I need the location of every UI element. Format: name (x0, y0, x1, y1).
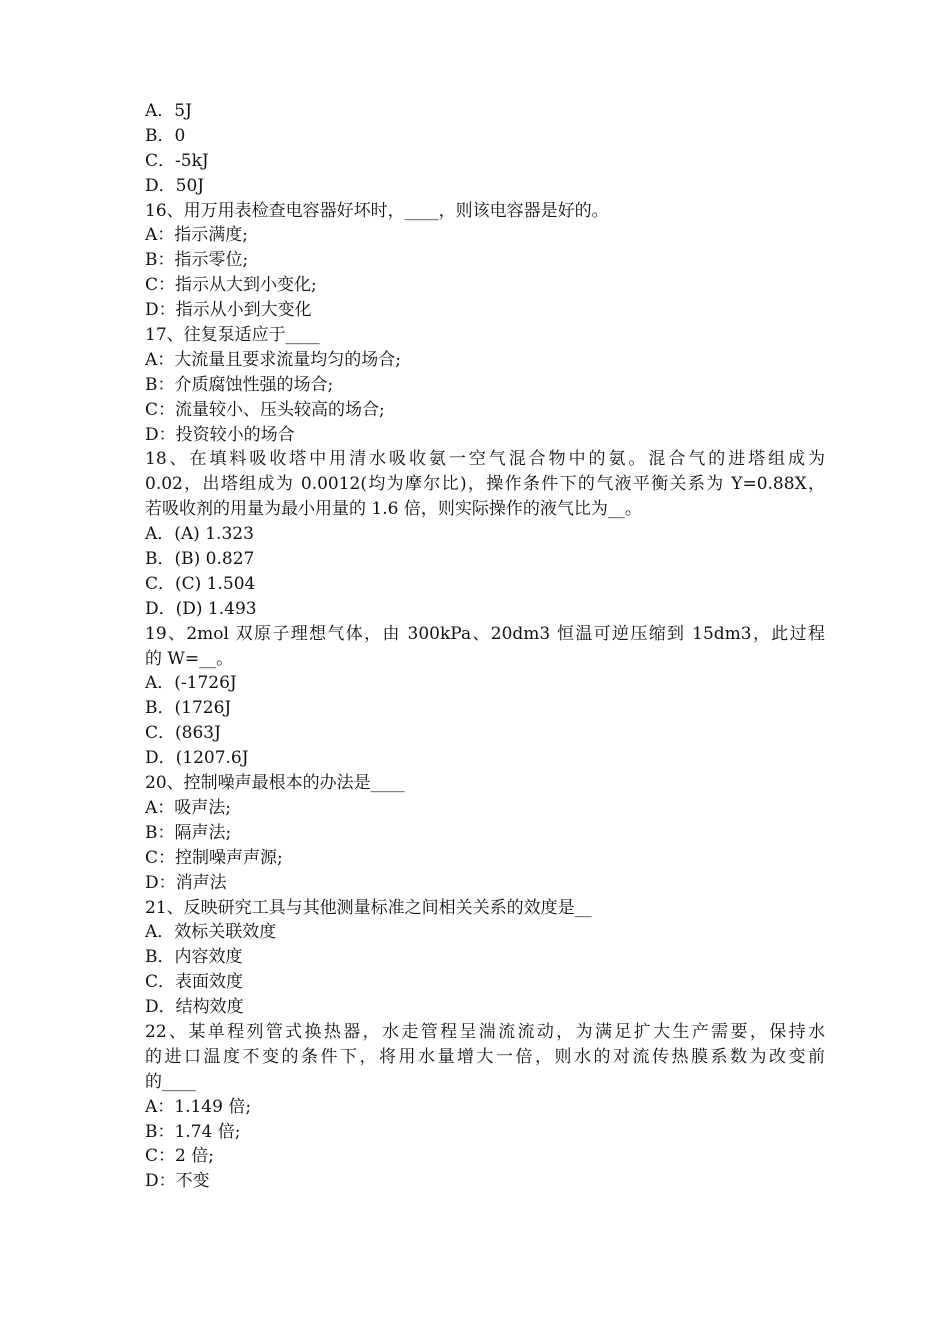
option-b-q19: B．(1726J (145, 698, 232, 719)
option-c-q22: C：2 倍; (145, 1146, 214, 1167)
question-22-line-3: 的____ (145, 1071, 196, 1092)
question-22-line-1: 22、某单程列管式换热器，水走管程呈湍流流动，为满足扩大生产需要，保持水 (145, 1021, 825, 1042)
question-22-line-2: 的进口温度不变的条件下，将用水量增大一倍，则水的对流传热膜系数为改变前 (145, 1046, 825, 1067)
option-a-q16: A：指示满度; (145, 225, 249, 246)
option-c-q18: C．(C) 1.504 (145, 573, 256, 594)
question-18-line-1: 18、在填料吸收塔中用清水吸收氨一空气混合物中的氨。混合气的进塔组成为 (145, 449, 825, 470)
option-d-q17: D：投资较小的场合 (145, 424, 295, 445)
option-d-q18: D．(D) 1.493 (145, 598, 257, 619)
document-page (145, 99, 825, 1194)
option-b-q16: B：指示零位; (145, 250, 249, 271)
option-d-q16: D：指示从小到大变化 (145, 300, 312, 321)
option-d-q19: D．(1207.6J (145, 748, 249, 769)
option-c-q21: C．表面效度 (145, 972, 244, 993)
option-d-q21: D．结构效度 (145, 997, 244, 1018)
option-a-q19: A．(-1726J (145, 673, 237, 694)
option-a-q15: A．5J (145, 101, 192, 121)
question-19-line-2: 的 W=__。 (145, 648, 234, 669)
question-19-line-1: 19、2mol 双原子理想气体，由 300kPa、20dm3 恒温可逆压缩到 15dm3，此过程 (145, 623, 825, 644)
option-c-q17: C：流量较小、压头较高的场合; (145, 399, 385, 420)
option-d-q15: D．50J (145, 175, 205, 196)
option-d-q20: D：消声法 (145, 872, 227, 893)
option-d-q22: D：不变 (145, 1171, 210, 1192)
option-b-q22: B：1.74 倍; (145, 1121, 241, 1142)
option-b-q17: B：介质腐蚀性强的场合; (145, 374, 334, 395)
option-c-q16: C：指示从大到小变化; (145, 275, 317, 296)
question-16: 16、用万用表检查电容器好坏时，____，则该电容器是好的。 (145, 200, 609, 221)
question-21: 21、反映研究工具与其他测量标准之间相关关系的效度是__ (145, 897, 592, 918)
option-a-q17: A：大流量且要求流量均匀的场合; (145, 349, 402, 370)
option-c-q15: C．-5kJ (145, 150, 209, 171)
option-b-q15: B．0 (145, 125, 186, 146)
option-a-q18: A．(A) 1.323 (145, 524, 254, 545)
option-b-q21: B．内容效度 (145, 947, 243, 968)
question-18-line-2: 0.02，出塔组成为 0.0012(均为摩尔比)，操作条件下的气液平衡关系为 Y=0.88X， (145, 474, 825, 495)
option-a-q22: A：1.149 倍; (145, 1096, 252, 1117)
option-b-q20: B：隔声法; (145, 822, 232, 843)
option-a-q20: A：吸声法; (145, 797, 232, 818)
option-c-q19: C．(863J (145, 723, 221, 744)
question-20: 20、控制噪声最根本的办法是____ (145, 773, 405, 794)
option-c-q20: C：控制噪声声源; (145, 847, 283, 868)
question-17: 17、往复泵适应于____ (145, 325, 320, 346)
question-18-line-3: 若吸收剂的用量为最小用量的 1.6 倍，则实际操作的液气比为__。 (145, 499, 642, 520)
option-b-q18: B．(B) 0.827 (145, 549, 255, 570)
option-a-q21: A．效标关联效度 (145, 922, 277, 943)
